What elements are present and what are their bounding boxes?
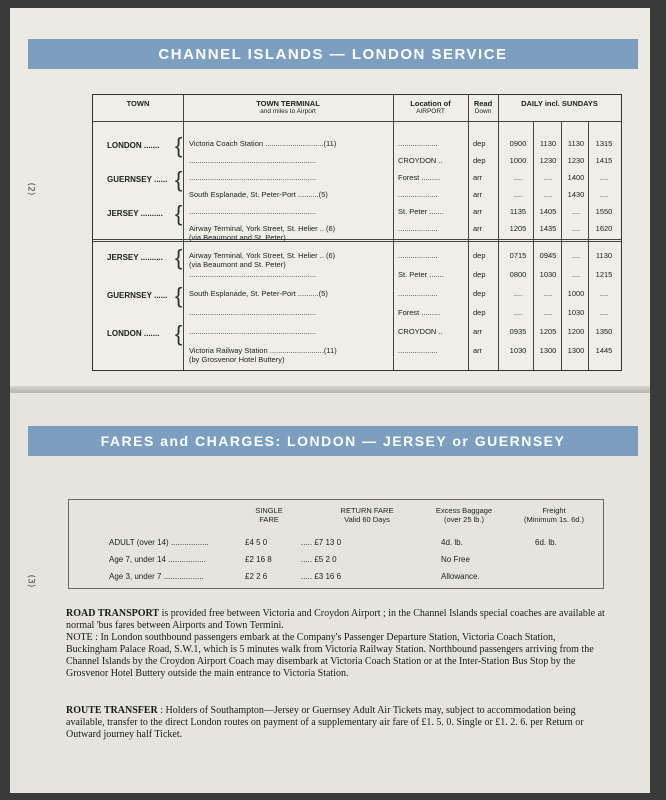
airport-text: CROYDON .. xyxy=(398,156,443,165)
header-divider xyxy=(93,121,621,122)
time-cell: .... xyxy=(513,308,523,317)
airport-text: ................... xyxy=(398,289,438,298)
brace-mark: { xyxy=(175,201,183,226)
time-cell: 1350 xyxy=(595,327,613,336)
time-cell: .... xyxy=(543,289,553,298)
time-cell: .... xyxy=(571,270,581,279)
single-header: SINGLE FARE xyxy=(255,506,283,524)
direction-divider xyxy=(93,239,621,242)
terminal-subtext: (by Grosvenor Hotel Buttery) xyxy=(189,355,285,364)
read-direction: arr xyxy=(473,224,483,233)
route-transfer-paragraph xyxy=(66,705,606,741)
read-direction: dep xyxy=(473,308,486,317)
time-cell: 1550 xyxy=(595,207,613,216)
column-divider xyxy=(183,95,184,370)
road-transport-note: NOTE : In London southbound passengers embark at the Company's Passenger Departure Station, Victoria Coach Station, Buckingham Palace Road, S.W.1, which is 5 minutes walk from Victoria Railway Station. Northbound passengers arriving from the Channel Islands by the Croydon Airport Coach may disembark at Victoria Coach Station or at the Inter-Station Bus Stop by the Grosvenor Hotel Buttery outside the main entrance to Victoria Station. xyxy=(66,632,594,679)
single-fare: £2 16 8 xyxy=(245,555,272,564)
baggage-charge: No Free xyxy=(441,555,470,564)
terminal-text: Airway Terminal, York Street, St. Helier .. (6) xyxy=(189,251,336,260)
time-cell: .... xyxy=(513,289,523,298)
time-cell: 1030 xyxy=(509,346,527,355)
town-label: LONDON ....... xyxy=(107,329,160,338)
time-cell: 1030 xyxy=(539,270,557,279)
time-cell: 1130 xyxy=(595,251,613,260)
town-label: JERSEY .......... xyxy=(107,253,163,262)
brace-mark: { xyxy=(175,283,183,308)
time-cell: 1135 xyxy=(509,207,527,216)
time-cell: .... xyxy=(571,224,581,233)
terminal-text: South Esplanade, St. Peter-Port ..........(5) xyxy=(189,289,328,298)
airport-text: St. Peter ....... xyxy=(398,270,444,279)
read-direction: dep xyxy=(473,251,486,260)
time-cell: 1230 xyxy=(567,156,585,165)
time-cell: 1415 xyxy=(595,156,613,165)
timetable-page xyxy=(10,8,650,388)
town-header: TOWN xyxy=(126,99,150,108)
town-label: JERSEY .......... xyxy=(107,209,163,218)
terminal-text: Airway Terminal, York Street, St. Helier .. (6) xyxy=(189,224,336,233)
service-banner: CHANNEL ISLANDS — LONDON SERVICE xyxy=(28,39,638,69)
terminal-text: South Esplanade, St. Peter-Port ..........(5) xyxy=(189,190,328,199)
terminal-text: ............................................................. xyxy=(189,207,317,216)
route-transfer-text: : Holders of Southampton—Jersey or Guernsey Adult Air Tickets may, subject to accommodation being available, transfer to the direct London routes on payment of a supplementary air fare of £1. 5. 0. Single or £1. 2. 6. per Return or Outward journey half Ticket. xyxy=(66,705,584,740)
fare-row-label: Age 3, under 7 .................. xyxy=(109,572,204,581)
terminal-text: ............................................................. xyxy=(189,327,317,336)
time-cell: 1205 xyxy=(509,224,527,233)
read-direction: arr xyxy=(473,173,483,182)
column-divider xyxy=(498,95,499,370)
read-direction: arr xyxy=(473,190,483,199)
terminal-text: Victoria Coach Station ............................(11) xyxy=(189,139,337,148)
terminal-subtext: (via Beaumont and St. Peter) xyxy=(189,260,286,269)
read-direction: arr xyxy=(473,346,483,355)
time-cell: 1300 xyxy=(567,346,585,355)
road-transport-paragraph xyxy=(66,608,606,680)
airport-text: ................... xyxy=(398,190,438,199)
time-cell: 1230 xyxy=(539,156,557,165)
time-cell: .... xyxy=(599,289,609,298)
read-direction: dep xyxy=(473,156,486,165)
column-divider xyxy=(393,95,394,370)
return-fare: ..... £5 2 0 xyxy=(301,555,337,564)
time-cell: 0800 xyxy=(509,270,527,279)
time-cell: 0945 xyxy=(539,251,557,260)
freight-header: Freight (Minimum 1s. 6d.) xyxy=(523,506,584,524)
airport-text: St. Peter ....... xyxy=(398,207,444,216)
airport-text: Forest ......... xyxy=(398,173,441,182)
read-direction: arr xyxy=(473,327,483,336)
terminal-text: Victoria Railway Station ..........................(11) xyxy=(189,346,337,355)
time-cell: 0715 xyxy=(509,251,527,260)
single-fare: £2 2 6 xyxy=(245,572,268,581)
read-header: Read Down xyxy=(473,99,493,115)
fares-table xyxy=(68,499,604,589)
time-column-divider xyxy=(533,121,534,370)
return-fare: ..... £3 16 6 xyxy=(301,572,342,581)
daily-header: DAILY incl. SUNDAYS xyxy=(521,99,598,108)
fares-banner: FARES and CHARGES: LONDON — JERSEY or GUERNSEY xyxy=(28,426,638,456)
fare-row-label: Age 7, under 14 ................. xyxy=(109,555,206,564)
airport-text: ................... xyxy=(398,139,438,148)
time-cell: 1030 xyxy=(567,308,585,317)
time-cell: 1405 xyxy=(539,207,557,216)
time-cell: 1435 xyxy=(539,224,557,233)
column-divider xyxy=(468,95,469,370)
terminal-subtext: (via Beaumont and St. Peter) xyxy=(189,233,286,242)
brace-mark: { xyxy=(175,321,183,346)
page-number: (2) xyxy=(25,182,36,196)
read-direction: dep xyxy=(473,139,486,148)
time-cell: 1000 xyxy=(567,289,585,298)
return-header: RETURN FARE Valid 60 Days xyxy=(340,506,394,524)
time-cell: .... xyxy=(513,173,523,182)
location-header: Location of AIRPORT xyxy=(410,99,451,115)
terminal-header: TOWN TERMINAL and miles to Airport xyxy=(256,99,320,115)
airport-text: Forest ......... xyxy=(398,308,441,317)
time-cell: 1430 xyxy=(567,190,585,199)
page-number: (3) xyxy=(25,574,36,588)
route-transfer-title: ROUTE TRANSFER xyxy=(66,705,158,716)
time-cell: 1200 xyxy=(567,327,585,336)
time-cell: .... xyxy=(543,173,553,182)
freight-charge: 6d. lb. xyxy=(535,538,557,547)
baggage-charge: Allowance. xyxy=(441,572,480,581)
time-cell: 0900 xyxy=(509,139,527,148)
road-transport-title: ROAD TRANSPORT xyxy=(66,608,160,619)
town-label: LONDON ....... xyxy=(107,141,160,150)
terminal-text: ............................................................. xyxy=(189,308,317,317)
brace-mark: { xyxy=(175,133,183,158)
time-cell: .... xyxy=(543,190,553,199)
town-label: GUERNSEY ...... xyxy=(107,175,168,184)
time-cell: .... xyxy=(571,207,581,216)
time-cell: 1130 xyxy=(567,139,585,148)
time-cell: .... xyxy=(599,308,609,317)
airport-text: ................... xyxy=(398,346,438,355)
read-direction: dep xyxy=(473,270,486,279)
time-cell: 1205 xyxy=(539,327,557,336)
town-label: GUERNSEY ...... xyxy=(107,291,168,300)
time-cell: 1620 xyxy=(595,224,613,233)
return-fare: ..... £7 13 0 xyxy=(301,538,342,547)
time-cell: 0935 xyxy=(509,327,527,336)
time-cell: 1315 xyxy=(595,139,613,148)
brace-mark: { xyxy=(175,245,183,270)
timetable xyxy=(92,94,622,371)
time-cell: 1400 xyxy=(567,173,585,182)
time-cell: .... xyxy=(571,251,581,260)
time-cell: .... xyxy=(599,173,609,182)
baggage-charge: 4d. lb. xyxy=(441,538,463,547)
time-cell: 1215 xyxy=(595,270,613,279)
time-cell: .... xyxy=(599,190,609,199)
terminal-text: ............................................................. xyxy=(189,270,317,279)
brace-mark: { xyxy=(175,167,183,192)
time-cell: .... xyxy=(513,190,523,199)
airport-text: CROYDON .. xyxy=(398,327,443,336)
baggage-header: Excess Baggage (over 25 lb.) xyxy=(435,506,493,524)
single-fare: £4 5 0 xyxy=(245,538,268,547)
fare-row-label: ADULT (over 14) ................. xyxy=(109,538,209,547)
airport-text: ................... xyxy=(398,224,438,233)
time-cell: 1445 xyxy=(595,346,613,355)
read-direction: dep xyxy=(473,289,486,298)
fares-page xyxy=(10,393,650,793)
read-direction: arr xyxy=(473,207,483,216)
time-cell: 1000 xyxy=(509,156,527,165)
airport-text: ................... xyxy=(398,251,438,260)
time-cell: .... xyxy=(543,308,553,317)
road-transport-text: is provided free between Victoria and Croydon Airport ; in the Channel Islands special coaches are available at normal 'bus fares between Airports and Town Termini. xyxy=(66,608,605,631)
terminal-text: ............................................................. xyxy=(189,173,317,182)
time-column-divider xyxy=(561,121,562,370)
time-cell: 1300 xyxy=(539,346,557,355)
terminal-text: ............................................................. xyxy=(189,156,317,165)
time-cell: 1130 xyxy=(539,139,557,148)
